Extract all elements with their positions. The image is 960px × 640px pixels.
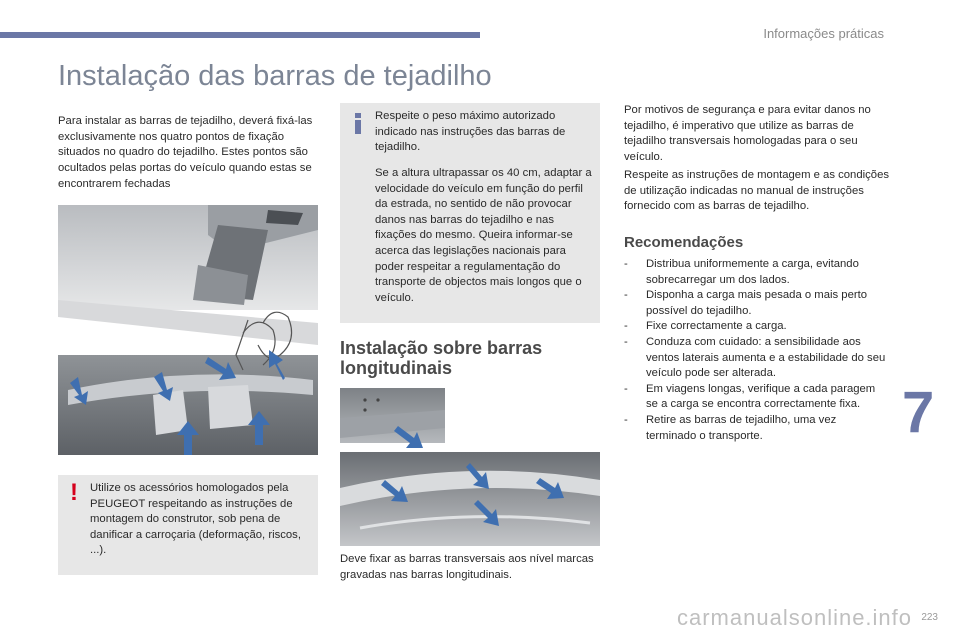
info-box	[340, 103, 600, 323]
instructions-paragraph: Respeite as instruções de montagem e as condições de utilização indicadas no manual de instruções fornecido com as barras de tejadilho.	[624, 169, 889, 213]
list-item: - Conduza com cuidado: a sensibilidade aos ventos laterais aumenta e a estabilidade do seu veículo pode ser alterada.	[624, 335, 889, 382]
page-number: 223	[921, 612, 938, 623]
intro-paragraph: Para instalar as barras de tejadilho, deverá fixá-las exclusivamente nos quatro pontos de fixação situados no quadro do tejadilho. Estes pontos são ocultados pelas portas do veículo quando estas se encontrarem fechadas	[58, 115, 313, 190]
section-label: Informações práticas	[763, 26, 884, 41]
info-paragraph-2: Se a altura ultrapassar os 40 cm, adaptar a velocidade do veículo em função do perfil da estrada, no sentido de não provocar danos nas barras do tejadilho e nas fixações do mesmo. Queira informar-se acerca das legislações nacionais para poder respeitar a regulamentação do transporte de objectos mais longos que o veículo.	[375, 167, 592, 304]
safety-paragraph: Por motivos de segurança e para evitar danos no tejadilho, é imperativo que utilize as barras de tejadilho transversais homologadas para o seu veículo.	[624, 104, 871, 163]
warning-box	[58, 475, 318, 575]
longitudinal-bars-illustration	[340, 388, 600, 546]
longitudinal-caption: Deve fixar as barras transversais aos nível marcas gravadas nas barras longitudinais.	[340, 553, 594, 581]
page-title: Instalação das barras de tejadilho	[58, 60, 492, 92]
info-icon	[354, 113, 362, 134]
warning-text: Utilize os acessórios homologados pela PEUGEOT respeitando as instruções de montagem do construtor, sob pena de danificar a carroçaria (deformação, riscos, ...).	[90, 482, 301, 557]
chapter-number: 7	[902, 380, 935, 445]
recommendations-heading: Recomendações	[624, 234, 744, 251]
recommendations-list	[624, 257, 889, 444]
warning-icon: !	[70, 479, 78, 506]
watermark: carmanualsonline.info	[677, 605, 913, 630]
subheading-longitudinal-bars: Instalação sobre barras longitudinais	[340, 338, 543, 378]
list-item: - Distribua uniformemente a carga, evitando sobrecarregar um dos lados.	[624, 257, 889, 288]
list-item: - Fixe correctamente a carga.	[624, 319, 889, 335]
list-item: - Disponha a carga mais pesada o mais perto possível do tejadilho.	[624, 288, 889, 319]
info-paragraph-1: Respeite o peso máximo autorizado indicado nas instruções das barras de tejadilho.	[375, 110, 566, 154]
header-accent-bar	[0, 32, 480, 38]
roof-bar-fixing-illustration	[58, 205, 318, 455]
list-item: - Em viagens longas, verifique a cada paragem se a carga se encontra correctamente fixa.	[624, 382, 889, 413]
list-item: - Retire as barras de tejadilho, uma vez terminado o transporte.	[624, 413, 889, 444]
